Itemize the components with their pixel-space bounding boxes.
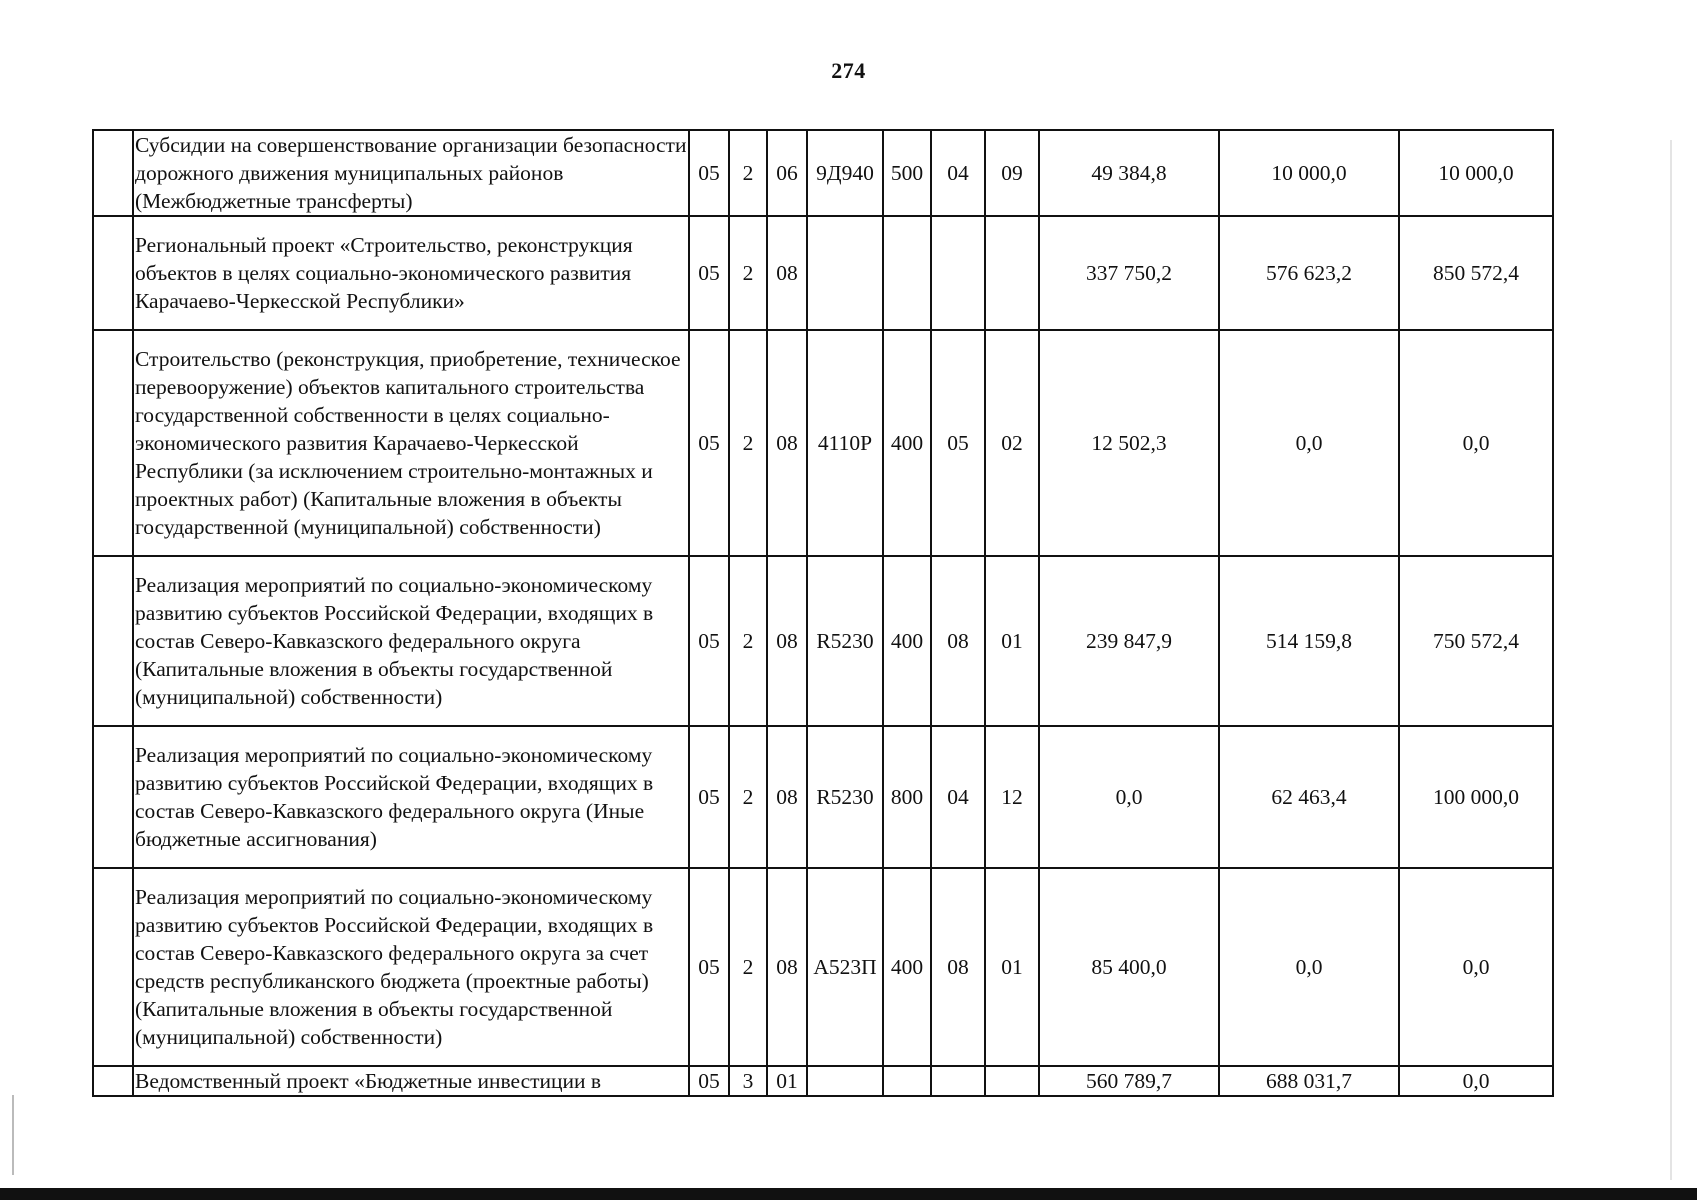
code-expense-type: 400 — [883, 556, 931, 726]
amount-year-2: 10 000,0 — [1219, 130, 1399, 216]
table-row — [93, 726, 1553, 868]
amount-year-1: 12 502,3 — [1039, 330, 1219, 556]
code-subprogram: 2 — [729, 726, 767, 868]
row-name: Реализация мероприятий по социально-экономическому развитию субъектов Российской Федерации, входящих в состав Северо-Кавказского федерального округа (Капитальные вложения в объекты государственной (муниципальной) собственности) — [133, 556, 689, 726]
code-expense-type: 400 — [883, 868, 931, 1066]
code-subsection: 01 — [985, 868, 1039, 1066]
code-direction: R5230 — [807, 556, 883, 726]
code-section: 05 — [931, 330, 985, 556]
amount-year-2: 514 159,8 — [1219, 556, 1399, 726]
page-number: 274 — [831, 58, 866, 83]
code-program: 05 — [689, 1066, 729, 1096]
code-subsection — [985, 216, 1039, 330]
code-direction — [807, 1066, 883, 1096]
code-activity: 06 — [767, 130, 807, 216]
code-subsection: 12 — [985, 726, 1039, 868]
row-number-cell — [93, 868, 133, 1066]
amount-year-1: 85 400,0 — [1039, 868, 1219, 1066]
code-subprogram: 2 — [729, 216, 767, 330]
amount-year-3: 750 572,4 — [1399, 556, 1553, 726]
row-name: Ведомственный проект «Бюджетные инвестиции в — [133, 1066, 689, 1096]
table-row — [93, 216, 1553, 330]
code-direction — [807, 216, 883, 330]
code-expense-type: 500 — [883, 130, 931, 216]
code-expense-type — [883, 216, 931, 330]
table-row — [93, 1066, 1553, 1096]
row-number-cell — [93, 1066, 133, 1096]
row-name: Региональный проект «Строительство, реконструкция объектов в целях социально-экономического развития Карачаево-Черкесской Республики» — [133, 216, 689, 330]
amount-year-1: 560 789,7 — [1039, 1066, 1219, 1096]
code-program: 05 — [689, 556, 729, 726]
code-subprogram: 2 — [729, 556, 767, 726]
table-row — [93, 330, 1553, 556]
code-direction: R5230 — [807, 726, 883, 868]
code-activity: 08 — [767, 556, 807, 726]
code-program: 05 — [689, 726, 729, 868]
amount-year-1: 0,0 — [1039, 726, 1219, 868]
code-activity: 08 — [767, 216, 807, 330]
code-section: 04 — [931, 726, 985, 868]
code-section: 08 — [931, 556, 985, 726]
row-number-cell — [93, 216, 133, 330]
code-program: 05 — [689, 130, 729, 216]
amount-year-2: 576 623,2 — [1219, 216, 1399, 330]
code-direction: 4110Р — [807, 330, 883, 556]
code-section — [931, 1066, 985, 1096]
row-number-cell — [93, 556, 133, 726]
scan-artifact-line — [12, 1095, 14, 1175]
code-direction: 9Д940 — [807, 130, 883, 216]
code-subsection: 02 — [985, 330, 1039, 556]
amount-year-2: 62 463,4 — [1219, 726, 1399, 868]
amount-year-3: 0,0 — [1399, 1066, 1553, 1096]
amount-year-3: 100 000,0 — [1399, 726, 1553, 868]
code-expense-type: 400 — [883, 330, 931, 556]
code-subprogram: 3 — [729, 1066, 767, 1096]
amount-year-2: 688 031,7 — [1219, 1066, 1399, 1096]
table-row — [93, 868, 1553, 1066]
code-direction: А523П — [807, 868, 883, 1066]
code-activity: 08 — [767, 726, 807, 868]
scan-artifact-line — [1670, 140, 1672, 1180]
code-subprogram: 2 — [729, 130, 767, 216]
row-name: Реализация мероприятий по социально-экономическому развитию субъектов Российской Федерации, входящих в состав Северо-Кавказского федерального округа за счет средств республиканского бюджета (проектные работы) (Капитальные вложения в объекты государственной (муниципальной) собственности) — [133, 868, 689, 1066]
code-subsection — [985, 1066, 1039, 1096]
code-program: 05 — [689, 216, 729, 330]
code-subsection: 09 — [985, 130, 1039, 216]
budget-table — [92, 129, 1554, 1097]
row-name: Строительство (реконструкция, приобретение, техническое перевооружение) объектов капитального строительства государственной собственности в целях социально-экономического развития Карачаево-Черкесской Республики (за исключением строительно-монтажных и проектных работ) (Капитальные вложения в объекты государственной (муниципальной) собственности) — [133, 330, 689, 556]
amount-year-2: 0,0 — [1219, 868, 1399, 1066]
code-activity: 01 — [767, 1066, 807, 1096]
row-name: Реализация мероприятий по социально-экономическому развитию субъектов Российской Федерации, входящих в состав Северо-Кавказского федерального округа (Иные бюджетные ассигнования) — [133, 726, 689, 868]
amount-year-3: 10 000,0 — [1399, 130, 1553, 216]
amount-year-3: 0,0 — [1399, 868, 1553, 1066]
row-number-cell — [93, 130, 133, 216]
code-section: 04 — [931, 130, 985, 216]
table-row — [93, 556, 1553, 726]
row-name: Субсидии на совершенствование организации безопасности дорожного движения муниципальных районов (Межбюджетные трансферты) — [133, 130, 689, 216]
code-section — [931, 216, 985, 330]
row-number-cell — [93, 726, 133, 868]
table-row — [93, 130, 1553, 216]
amount-year-2: 0,0 — [1219, 330, 1399, 556]
amount-year-1: 337 750,2 — [1039, 216, 1219, 330]
code-subsection: 01 — [985, 556, 1039, 726]
amount-year-3: 0,0 — [1399, 330, 1553, 556]
code-expense-type — [883, 1066, 931, 1096]
code-section: 08 — [931, 868, 985, 1066]
code-program: 05 — [689, 330, 729, 556]
amount-year-1: 239 847,9 — [1039, 556, 1219, 726]
code-expense-type: 800 — [883, 726, 931, 868]
scan-bottom-edge — [0, 1188, 1697, 1200]
code-activity: 08 — [767, 330, 807, 556]
row-number-cell — [93, 330, 133, 556]
amount-year-3: 850 572,4 — [1399, 216, 1553, 330]
amount-year-1: 49 384,8 — [1039, 130, 1219, 216]
code-activity: 08 — [767, 868, 807, 1066]
code-program: 05 — [689, 868, 729, 1066]
code-subprogram: 2 — [729, 868, 767, 1066]
code-subprogram: 2 — [729, 330, 767, 556]
